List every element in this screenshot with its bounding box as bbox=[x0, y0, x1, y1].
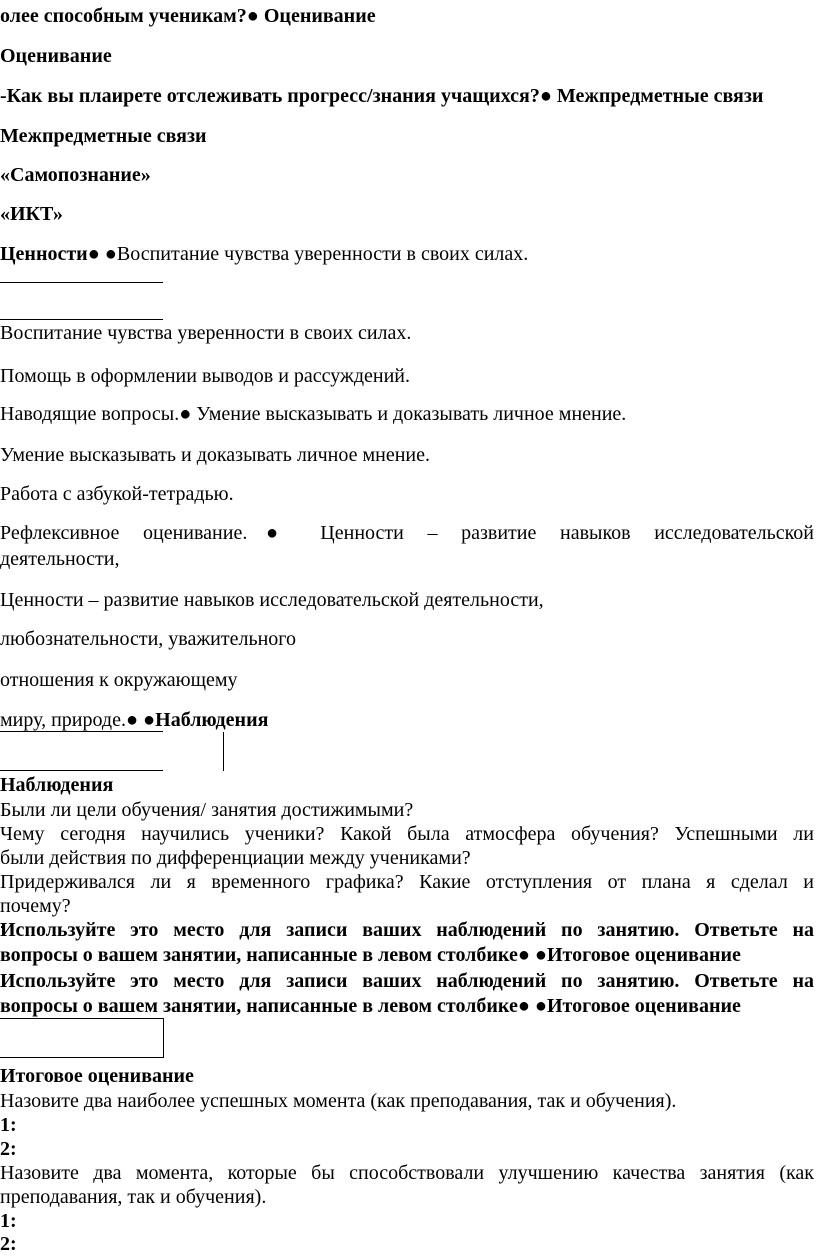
instruction-line-2: вопросы о вашем занятии, написанные в левом столбике● ●Итоговое оценивание bbox=[0, 944, 741, 966]
summary-heading: Итоговое оценивание bbox=[0, 1065, 194, 1087]
text-line-7 bbox=[0, 242, 528, 266]
text-line-8: Воспитание чувства уверенности в своих силах. bbox=[0, 322, 412, 344]
table-rule bbox=[0, 319, 163, 320]
text-line-3: -Как вы плаирете отслеживать прогресс/знания учащихся?● Межпредметные связи bbox=[0, 85, 764, 107]
text-line-2: Оценивание bbox=[0, 45, 112, 67]
observation-question-2-cont: были действия по дифференциации между учениками? bbox=[0, 847, 471, 869]
summary-answer-2: 2: bbox=[0, 1138, 17, 1160]
table-rule bbox=[0, 282, 163, 283]
text-line-11: Умение высказывать и доказывать личное мнение. bbox=[0, 444, 430, 466]
text-line-18 bbox=[0, 708, 268, 732]
table-rule bbox=[0, 770, 163, 771]
text-line-9: Помощь в оформлении выводов и рассуждений. bbox=[0, 365, 410, 387]
observation-question-1: Были ли цели обучения/ занятия достижимыми? bbox=[0, 799, 414, 821]
summary-question-2-cont: преподавания, так и обучения). bbox=[0, 1186, 267, 1208]
table-rule bbox=[0, 731, 163, 732]
values-heading: Ценности bbox=[0, 243, 88, 265]
text-line-1: олее способным ученикам?● Оценивание bbox=[0, 5, 376, 27]
observation-question-3: Придерживался ли я временного графика? Какие отступления от плана я сделал и bbox=[0, 871, 814, 893]
instruction-line-4: вопросы о вашем занятии, написанные в левом столбике● ●Итоговое оценивание bbox=[0, 995, 741, 1017]
text-line-6: «ИКТ» bbox=[0, 203, 63, 225]
summary-answer-4: 2: bbox=[0, 1233, 17, 1255]
text-line-14: деятельности, bbox=[0, 548, 120, 570]
text-line-5: «Самопознание» bbox=[0, 164, 151, 186]
observations-heading: Наблюдения bbox=[0, 774, 114, 796]
summary-answer-1: 1: bbox=[0, 1114, 17, 1136]
summary-question-2: Назовите два момента, которые бы способствовали улучшению качества занятия (как bbox=[0, 1162, 814, 1184]
nature-text: миру, природе.● ● bbox=[0, 709, 156, 731]
text-line-17: отношения к окружающему bbox=[0, 669, 238, 691]
text-line-4: Межпредметные связи bbox=[0, 125, 207, 147]
summary-question-1: Назовите два наиболее успешных момента (как преподавания, так и обучения). bbox=[0, 1090, 677, 1112]
observation-question-3-cont: почему? bbox=[0, 895, 71, 917]
values-inline-text: ● ●Воспитание чувства уверенности в своих силах. bbox=[87, 243, 529, 265]
text-line-13: Рефлексивное оценивание.● Ценности – развитие навыков исследовательской bbox=[0, 522, 814, 544]
observation-question-2: Чему сегодня научились ученики? Какой была атмосфера обучения? Успешными ли bbox=[0, 823, 814, 845]
blank-cell-box bbox=[0, 1018, 164, 1058]
text-line-16: любознательности, уважительного bbox=[0, 628, 297, 650]
table-vertical-rule bbox=[223, 732, 224, 771]
text-line-12: Работа с азбукой-тетрадью. bbox=[0, 483, 234, 505]
summary-answer-3: 1: bbox=[0, 1210, 17, 1232]
observations-inline-heading: Наблюдения bbox=[155, 709, 269, 731]
instruction-line-1: Используйте это место для записи ваших наблюдений по занятию. Ответьте на bbox=[0, 919, 814, 941]
text-line-10: Наводящие вопросы.● Умение высказывать и доказывать личное мнение. bbox=[0, 403, 627, 425]
instruction-line-3: Используйте это место для записи ваших наблюдений по занятию. Ответьте на bbox=[0, 970, 814, 992]
text-line-15: Ценности – развитие навыков исследовательской деятельности, bbox=[0, 589, 544, 611]
